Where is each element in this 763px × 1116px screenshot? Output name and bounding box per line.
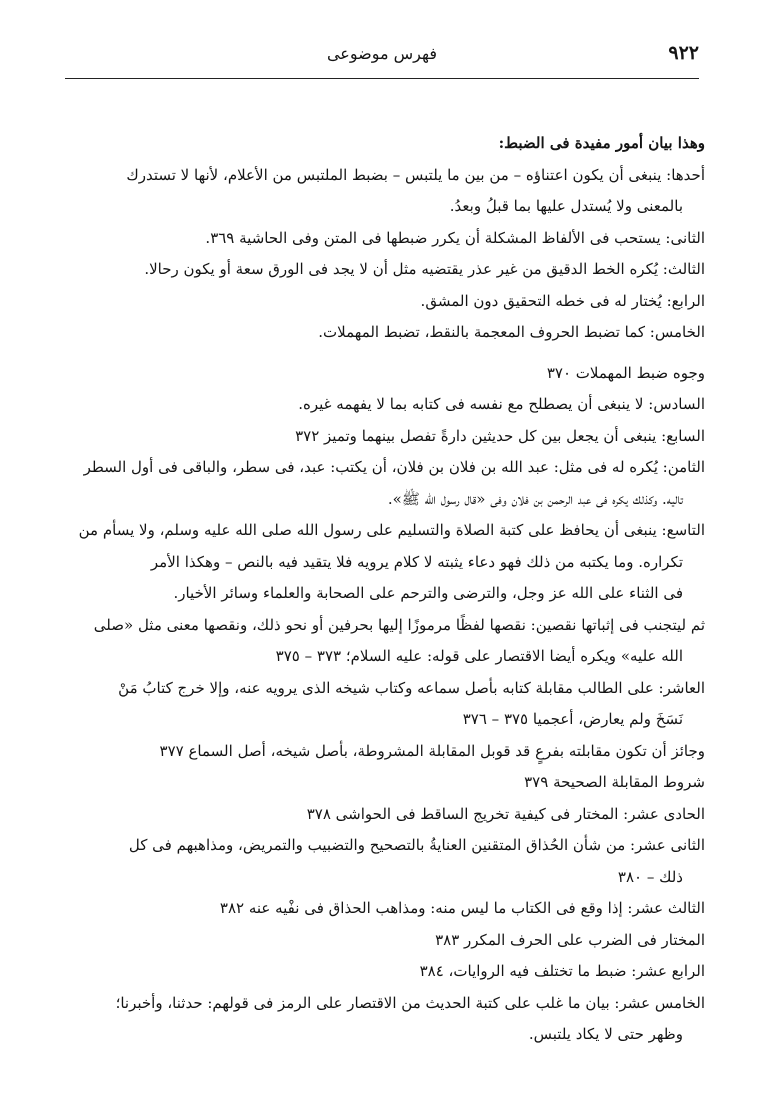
index-line: المختار فى الضرب على الحرف المكرر ٣٨٣ <box>435 930 705 949</box>
index-line: وظهر حتى لا يكاد يلتبس. <box>528 1025 683 1043</box>
index-line: بالمعنى ولا يُستدل عليها بما قبلُ وبعدُ. <box>449 197 683 215</box>
index-line: نَسَخَ ولم يعارض، أعجميا ٣٧٥ – ٣٧٦ <box>462 710 683 728</box>
index-line: السادس: لا ينبغى أن يصطلح مع نفسه فى كتابه بما لا يفهمه غيره. <box>298 395 705 413</box>
index-line: وجائز أن تكون مقابلته بفرعٍ قد قوبل المقابلة المشروطة، بأصل شيخه، أصل السماع ٣٧٧ <box>159 741 705 760</box>
index-line: الرابع: يُختار له فى خطه التحقيق دون المشق. <box>420 291 705 310</box>
index-line: السابع: ينبغى أن يجعل بين كل حديثين دارةً تفصل بينهما وتميز ٣٧٢ <box>295 426 705 445</box>
index-line: ذلك – ٣٨٠ <box>617 867 683 886</box>
index-line: الحادى عشر: المختار فى كيفية تخريج الساقط فى الحواشى ٣٧٨ <box>306 804 705 823</box>
index-line: فى الثناء على الله عز وجل، والترضى والترحم على الصحابة والعلماء وسائر الأخيار. <box>173 584 683 602</box>
index-line: الثامن: يُكره له فى مثل: عبد الله بن فلان بن فلان، أن يكتب: عبد، فى سطر، والباقى فى أول السطر <box>83 458 705 476</box>
index-line: تكراره. وما يكتبه من ذلك فهو دعاء يثبته لا كلام يرويه فلا يتقيد فيه بالنص – وهكذا الأمر <box>150 552 683 571</box>
index-line: الرابع عشر: ضبط ما تختلف فيه الروايات، ٣٨٤ <box>419 962 705 980</box>
index-line: الثالث: يُكره الخط الدقيق من غير عذر يقتضيه مثل أن لا يجد فى الورق سعة أو يكون رحالا. <box>144 260 705 278</box>
index-line: شروط المقابلة الصحيحة ٣٧٩ <box>524 773 705 791</box>
page-number: ٩٢٢ <box>668 42 699 64</box>
index-line: أحدها: ينبغى أن يكون اعتناؤه – من بين ما يلتبس – بضبط الملتبس من الأعلام، لأنها لا تستدرك <box>126 165 705 184</box>
page-header <box>65 40 699 79</box>
index-line: الثانى عشر: من شأن الحُذاق المتقنين العنايةُ بالتصحيح والتضبيب والتمريض، ومذاهبهم فى كل <box>128 836 705 854</box>
running-title: فهرس موضوعى <box>326 44 438 63</box>
index-line: الله عليه» ويكره أيضا الاقتصار على قوله: عليه السلام؛ ٣٧٣ – ٣٧٥ <box>275 647 683 665</box>
index-line: الثالث عشر: إذا وقع فى الكتاب ما ليس منه: ومذاهب الحذاق فى نفْيه عنه ٣٨٢ <box>219 899 705 917</box>
index-line: تاليه. وكذلك يكره فى عبد الرحمن بن فلان وفى «قال رسول الله ﷺ». <box>387 489 683 508</box>
index-line: وجوه ضبط المهملات ٣٧٠ <box>546 363 705 382</box>
index-line: ثم ليتجنب فى إثباتها نقصين: نقصها لفظًا مرموزًا إليها بحرفين أو نحو ذلك، ونقصها معنى مثل «صلى <box>93 615 705 634</box>
index-line: وهذا بيان أمور مفيدة فى الضبط: <box>498 134 705 152</box>
index-line: الثانى: يستحب فى الألفاظ المشكلة أن يكرر ضبطها فى المتن وفى الحاشية ٣٦٩. <box>205 228 705 247</box>
index-line: الخامس عشر: بيان ما غلب على كتبة الحديث من الاقتصار على الرمز فى قولهم: حدثنا، وأخبرنا؛ <box>115 993 705 1012</box>
index-line: الخامس: كما تضبط الحروف المعجمة بالنقط، تضبط المهملات. <box>318 323 705 341</box>
index-line: التاسع: ينبغى أن يحافظ على كتبة الصلاة والتسليم على رسول الله صلى الله عليه وسلم، ولا يسأم من <box>78 521 705 539</box>
index-content <box>53 128 705 1051</box>
index-line: العاشر: على الطالب مقابلة كتابه بأصل سماعه وكتاب شيخه الذى يرويه عنه، وإلا خرج كتابُ مَنْ <box>118 678 705 697</box>
